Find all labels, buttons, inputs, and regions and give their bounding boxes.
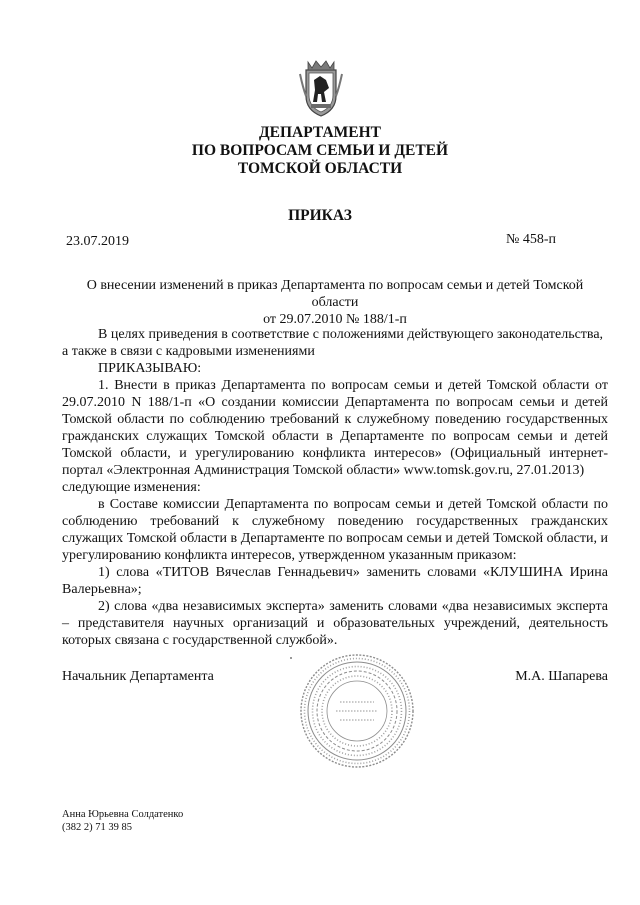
stray-mark: [290, 657, 292, 659]
composition-text: в Составе комиссии Департамента по вопросам семьи и детей Томской области по соблюдению требований к служебному поведению государственных гражданских служащих Томской области в Департаменте по вопросам семьи и детей Томской области, и урегулированию конфликта интересов, утвержденном указанным приказом:: [62, 497, 608, 563]
item-1-tail: следующие изменения:: [62, 480, 201, 495]
coat-of-arms-icon: [296, 58, 346, 118]
department-name-line3: ТОМСКОЙ ОБЛАСТИ: [237, 160, 403, 177]
order-body: [62, 326, 608, 649]
preamble-text: В целях приведения в соответствие с положениями действующего законодательства,: [98, 327, 604, 342]
executor-name: Анна Юрьевна Солдатенко: [62, 809, 184, 820]
subject-line2: от 29.07.2010 № 188/1-п: [263, 312, 407, 327]
order-number: № 458-п: [505, 232, 556, 247]
order-subject: [62, 277, 608, 328]
official-stamp-icon: [298, 652, 416, 770]
signatory-name: М.А. Шапарева: [515, 669, 608, 684]
department-name-line2: ПО ВОПРОСАМ СЕМЬИ И ДЕТЕЙ: [191, 142, 449, 159]
subject-line1: О внесении изменений в приказ Департамента по вопросам семьи и детей Томской области: [86, 278, 584, 310]
order-date: 23.07.2019: [66, 234, 129, 249]
change-1-text: 1) слова «ТИТОВ Вячеслав Геннадьевич» заменить словами «КЛУШИНА Ирина Валерьевна»;: [62, 565, 608, 597]
order-keyword: ПРИКАЗЫВАЮ:: [98, 361, 202, 376]
signatory-position: Начальник Департамента: [62, 669, 214, 684]
executor-info: [62, 808, 183, 834]
change-2-text: 2) слова «два независимых эксперта» заменить словами «два независимых эксперта – представителя научных организаций и образовательных учреждений, деятельность которых связана с государственной службой».: [62, 599, 608, 648]
order-title: ПРИКАЗ: [288, 207, 352, 224]
executor-phone: (382 2) 71 39 85: [62, 822, 132, 833]
item-1-text: 1. Внести в приказ Департамента по вопросам семьи и детей Томской области от 29.07.2010 N 188/1-п «О создании комиссии Департамента по вопросам семьи и детей Томской области по соблюдению требований к служебному поведению государственных гражданских служащих Томской области в Департаменте по вопросам семьи и детей Томской области, и урегулированию конфликта интересов» (Официальный интернет-портал «Электронная Администрация Томской области» www.tomsk.gov.ru, 27.01.2013): [62, 378, 608, 478]
preamble-text-continued: а также в связи с кадровыми изменениями: [62, 344, 315, 359]
department-name-line1: ДЕПАРТАМЕНТ: [258, 124, 382, 141]
